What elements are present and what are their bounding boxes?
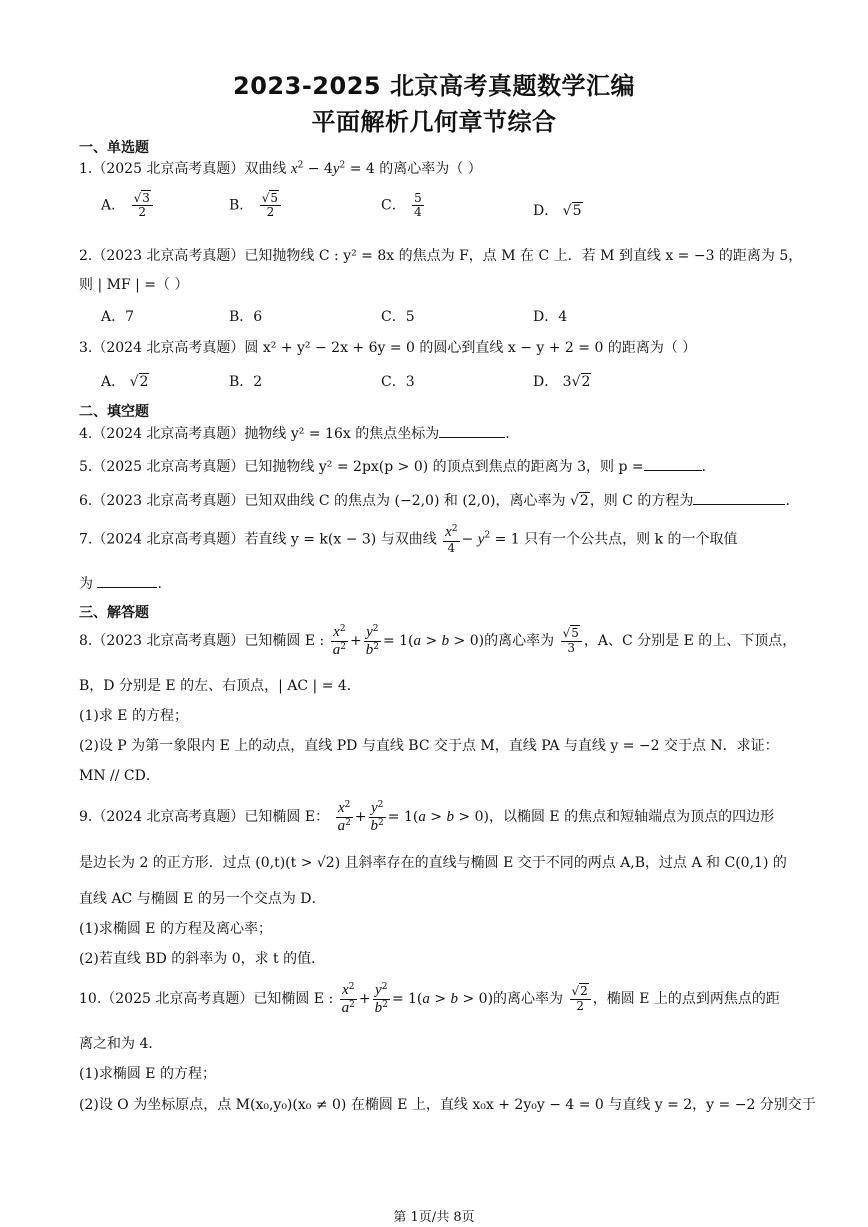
question-6: 6.（2023 北京高考真题）已知双曲线 C 的焦点为 (−2,0) 和 (2,0)，离心率为 √2，则 C 的方程为 .	[79, 490, 790, 510]
question-4: 4.（2024 北京高考真题）抛物线 y² = 16x 的焦点坐标为 .	[79, 423, 510, 443]
question-9-line2: 是边长为 2 的正方形．过点 (0,t)(t > √2) 且斜率存在的直线与椭圆 E 交于不同的两点 A,B，过点 A 和 C(0,1) 的	[79, 855, 787, 871]
question-10: 10.（2025 北京高考真题）已知椭圆 E : $\frac{x^2}{a^2}$ + $\frac{y^2}{b^2}$ = 1(a > b > 0)的离心率为 $\frac{√2}{2}$ ，椭圆 E 上的点到两焦点的距	[79, 982, 780, 1016]
page-title: 2023-2025 北京高考真题数学汇编	[233, 72, 635, 100]
question-8: 8.（2023 北京高考真题）已知椭圆 E : $\frac{x^2}{a^2}$ + $\frac{y^2}{b^2}$ = 1(a > b > 0)的离心率为 $\frac{√5}{3}$ ，A、C 分别是 E 的上、下顶点，	[79, 624, 797, 658]
question-8-part2: (2)设 P 为第一象限内 E 上的动点，直线 PD 与直线 BC 交于点 M，直线 PA 与直线 y = −2 交于点 N．求证：	[79, 738, 779, 754]
page-subtitle: 平面解析几何章节综合	[311, 108, 557, 136]
page-footer: 第 1页/共 8页	[393, 1210, 475, 1225]
question-8-part2-cont: MN // CD．	[79, 768, 160, 784]
question-1-prefix: 1.（2025 北京高考真题）双曲线	[79, 161, 287, 177]
q2-option-b: B．6	[229, 309, 263, 325]
q3-option-d: D． 3√2	[533, 374, 591, 390]
section-heading-fill-blank: 二、填空题	[79, 404, 149, 420]
question-10-part1: (1)求椭圆 E 的方程；	[79, 1066, 216, 1082]
q1-option-b: B． $\frac{√5}{2}$	[229, 192, 283, 219]
question-9: 9.（2024 北京高考真题）已知椭圆 E： $\frac{x^2}{a^2}$ + $\frac{y^2}{b^2}$ = 1(a > b > 0)，以椭圆 E 的焦点和短轴端点为顶点的四边形	[79, 800, 775, 834]
question-10-part2: (2)设 O 为坐标原点，点 M(x₀,y₀)(x₀ ≠ 0) 在椭圆 E 上，直线 x₀x + 2y₀y − 4 = 0 与直线 y = 2，y = −2 分别交于	[79, 1097, 816, 1113]
question-3: 3.（2024 北京高考真题）圆 x² + y² − 2x + 6y = 0 的圆心到直线 x − y + 2 = 0 的距离为（ ）	[79, 340, 697, 356]
q2-option-c: C．5	[381, 309, 415, 325]
q1-option-d: D． √5	[533, 203, 582, 219]
q3-option-a: A． √2	[101, 374, 149, 390]
question-10-line2: 离之和为 4．	[79, 1036, 163, 1052]
question-7-cont: 为 .	[79, 573, 162, 593]
question-1-suffix: 的离心率为（ ）	[379, 161, 482, 177]
question-2-cont: 则 | MF | =（ ）	[79, 277, 189, 293]
q3-option-c: C．3	[381, 374, 415, 390]
section-heading-solution: 三、解答题	[79, 605, 149, 621]
section-heading-single-choice: 一、单选题	[79, 140, 149, 156]
question-1: 1.（2025 北京高考真题）双曲线 $x^2 - 4y^2 = 4$ 的离心率为（ ）	[79, 160, 482, 177]
q1-option-c: C． $\frac{5}{4}$	[381, 191, 422, 220]
q3-option-b: B．2	[229, 374, 263, 390]
question-5: 5.（2025 北京高考真题）已知抛物线 y² = 2px(p > 0) 的顶点到焦点的距离为 3，则 p = .	[79, 456, 706, 476]
question-9-line3: 直线 AC 与椭圆 E 的另一个交点为 D．	[79, 891, 326, 907]
q2-option-a: A．7	[101, 309, 135, 325]
question-9-part1: (1)求椭圆 E 的方程及离心率；	[79, 921, 272, 937]
question-7: 7.（2024 北京高考真题）若直线 y = k(x − 3) 与双曲线 $\frac{x^2}{4}$ − $y^2 = 1$ 只有一个公共点，则 k 的一个取值	[79, 524, 738, 555]
question-9-part2: (2)若直线 BD 的斜率为 0，求 t 的值．	[79, 951, 326, 967]
question-2: 2.（2023 北京高考真题）已知抛物线 C : y² = 8x 的焦点为 F，点 M 在 C 上．若 M 到直线 x = −3 的距离为 5，	[79, 248, 803, 264]
question-8-line2: B，D 分别是 E 的左、右顶点，| AC | = 4．	[79, 678, 361, 694]
q1-option-a: A． $\frac{√3}{2}$	[101, 192, 155, 219]
q2-option-d: D．4	[533, 309, 568, 325]
question-8-part1: (1)求 E 的方程；	[79, 708, 188, 724]
